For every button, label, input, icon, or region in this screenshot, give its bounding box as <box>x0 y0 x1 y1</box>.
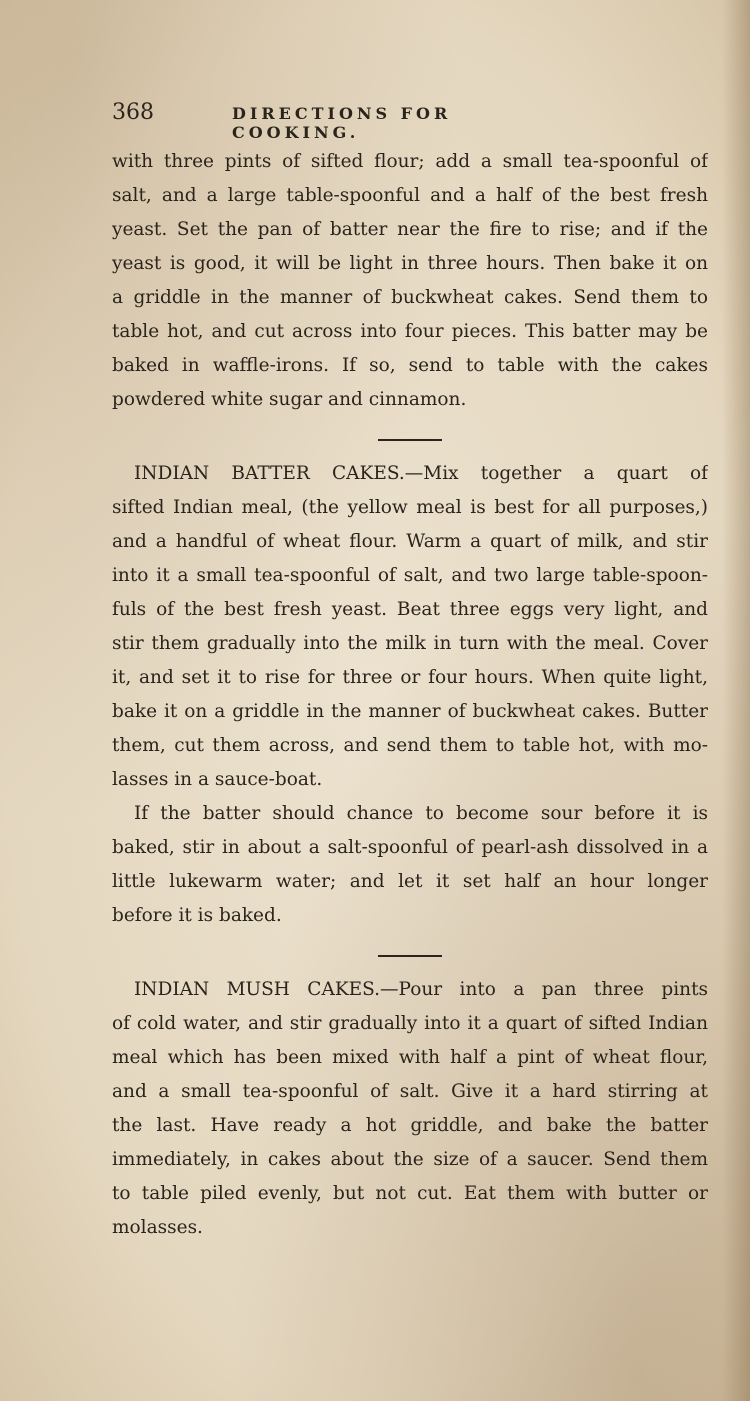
running-head: DIRECTIONS FOR COOKING. <box>232 104 452 142</box>
text-line: yeast is good, it will be light in three hours. Then bake it on <box>112 253 708 274</box>
text-line: into it a small tea-spoonful of salt, and two large table-spoon- <box>112 565 708 586</box>
text-line: lasses in a sauce-boat. <box>112 769 323 790</box>
text-line: bake it on a griddle in the manner of buckwheat cakes. Butter <box>112 701 708 722</box>
text-line: If the batter should chance to become sour before it is <box>134 803 708 824</box>
recipe-title-line: INDIAN MUSH CAKES.—Pour into a pan three pints <box>134 979 708 1000</box>
paragraph-sour-batter <box>112 797 708 933</box>
text-line: baked in waffle-irons. If so, send to table with the cakes <box>112 355 708 376</box>
recipe-title-line: INDIAN BATTER CAKES.—Mix together a quart of <box>134 463 708 484</box>
text-line: stir them gradually into the milk in turn with the meal. Cover <box>112 633 708 654</box>
recipe-indian-batter-cakes <box>112 457 708 797</box>
text-line: with three pints of sifted flour; add a small tea-spoonful of <box>112 151 708 172</box>
section-divider <box>378 439 442 441</box>
text-line: to table piled evenly, but not cut. Eat them with butter or <box>112 1183 708 1204</box>
text-line: salt, and a large table-spoonful and a half of the best fresh <box>112 185 708 206</box>
text-line: fuls of the best fresh yeast. Beat three eggs very light, and <box>112 599 708 620</box>
text-line: table hot, and cut across into four pieces. This batter may be <box>112 321 708 342</box>
text-line: little lukewarm water; and let it set half an hour longer <box>112 871 708 892</box>
text-line: a griddle in the manner of buckwheat cakes. Send them to <box>112 287 708 308</box>
text-line: meal which has been mixed with half a pint of wheat flour, <box>112 1047 708 1068</box>
text-line: and a handful of wheat flour. Warm a quart of milk, and stir <box>112 531 708 552</box>
text-line: and a small tea-spoonful of salt. Give it a hard stirring at <box>112 1081 708 1102</box>
body-text <box>112 145 708 1245</box>
page-number: 368 <box>112 100 154 125</box>
text-line: immediately, in cakes about the size of a saucer. Send them <box>112 1149 708 1170</box>
text-line: molasses. <box>112 1217 203 1238</box>
text-line: it, and set it to rise for three or four hours. When quite light, <box>112 667 708 688</box>
text-line: of cold water, and stir gradually into it a quart of sifted Indian <box>112 1013 708 1034</box>
text-line: baked, stir in about a salt-spoonful of pearl-ash dissolved in a <box>112 837 708 858</box>
text-line: yeast. Set the pan of batter near the fire to rise; and if the <box>112 219 708 240</box>
text-line: before it is baked. <box>112 905 282 926</box>
text-line: the last. Have ready a hot griddle, and bake the batter <box>112 1115 708 1136</box>
page-header <box>112 100 582 142</box>
section-divider <box>378 955 442 957</box>
text-line: powdered white sugar and cinnamon. <box>112 389 467 410</box>
recipe-indian-mush-cakes <box>112 973 708 1245</box>
text-line: sifted Indian meal, (the yellow meal is best for all purposes,) <box>112 497 708 518</box>
paragraph-batter-continued <box>112 145 708 417</box>
text-line: them, cut them across, and send them to table hot, with mo- <box>112 735 708 756</box>
